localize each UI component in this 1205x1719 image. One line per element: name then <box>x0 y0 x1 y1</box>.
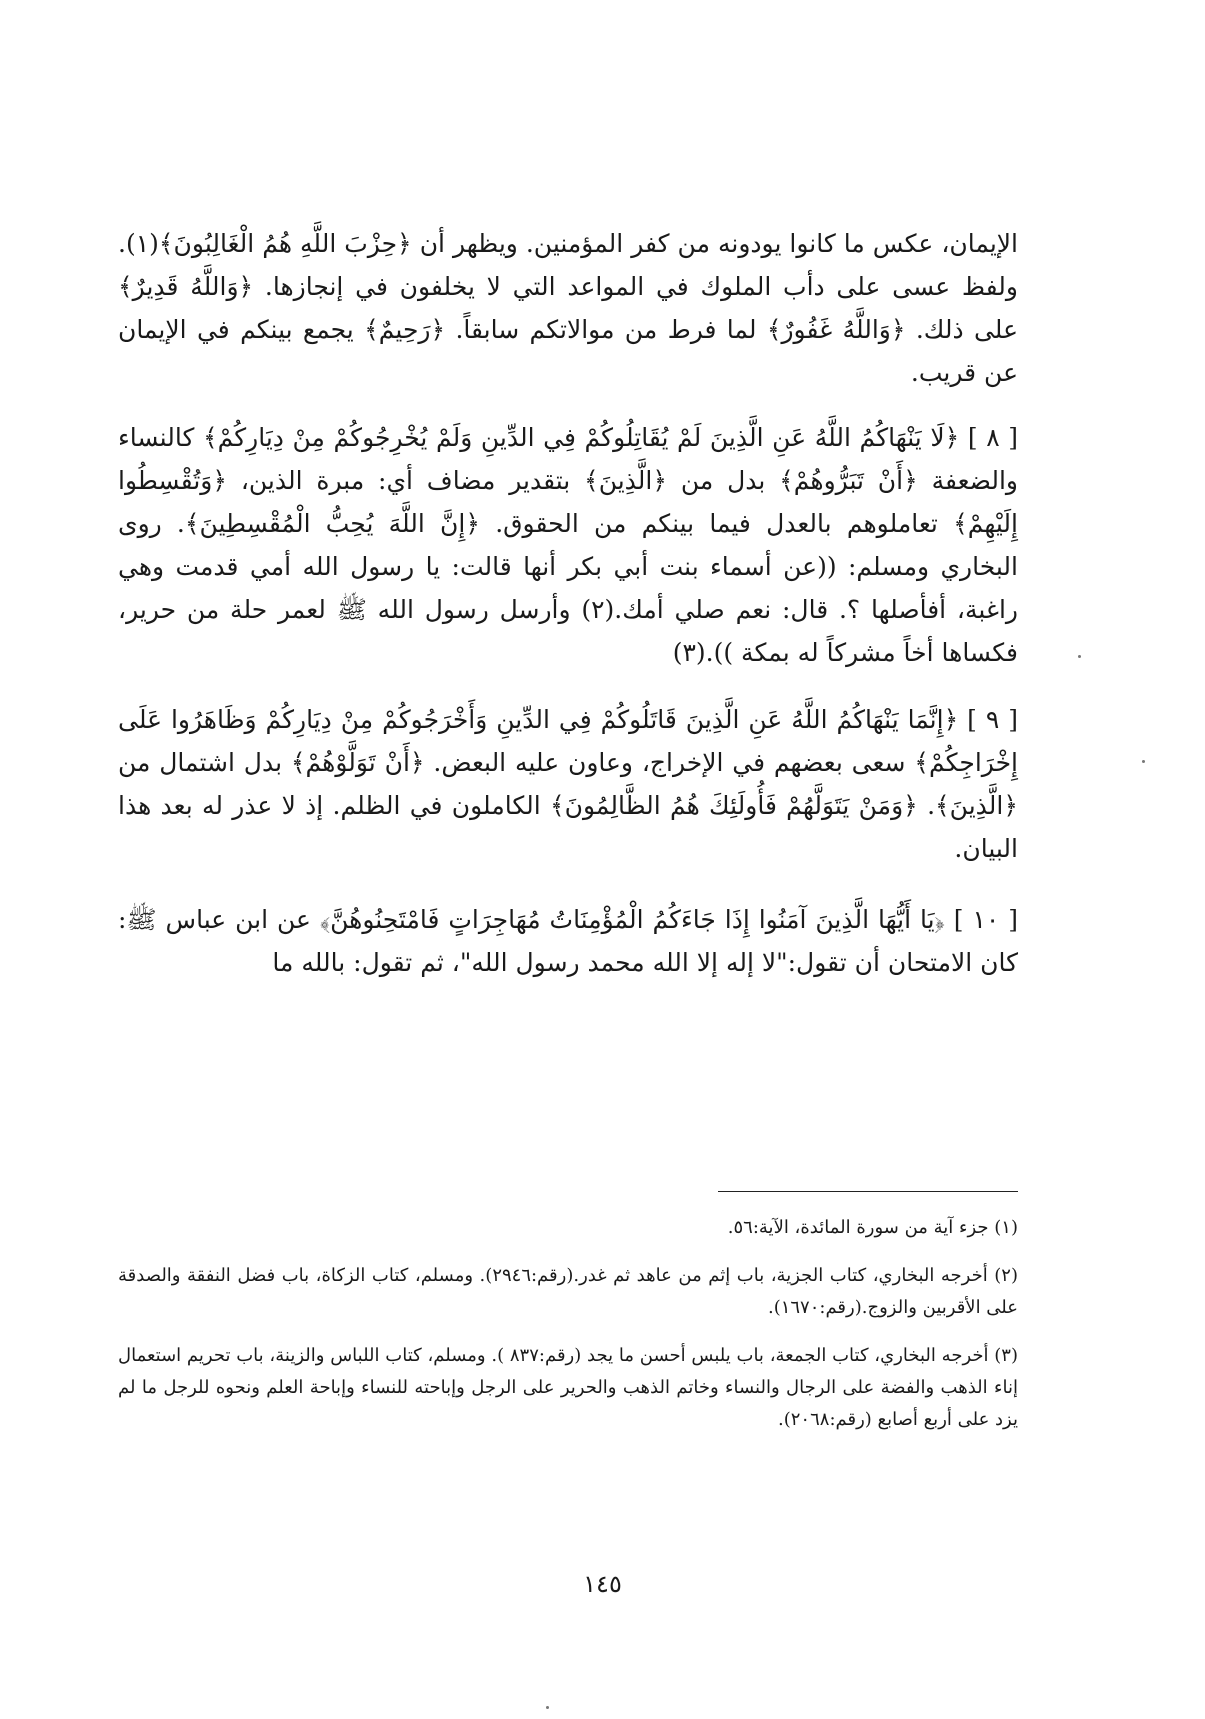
page-number: ١٤٥ <box>583 1570 622 1598</box>
footnotes <box>118 1212 1018 1452</box>
footnote-3: (٣) أخرجه البخاري، كتاب الجمعة، باب يلبس أحسن ما يجد (رقم:٨٣٧ ). ومسلم، كتاب اللباس والزينة، باب تحريم استعمال إناء الذهب والفضة على الرجال والنساء وخاتم الذهب والحرير على الرجل وإباحته للنساء وإباحة العلم ونحوه للرجل ما لم يزد على أربع أصابع (رقم:٢٠٦٨). <box>118 1345 1018 1430</box>
scan-speck <box>546 1706 549 1709</box>
footnote-2: (٢) أخرجه البخاري، كتاب الجزية، باب إثم من عاهد ثم غدر.(رقم:٢٩٤٦). ومسلم، كتاب الزكاة، باب فضل النفقة والصدقة على الأقربين والزوج.(رقم:١٦٧٠). <box>118 1265 1018 1318</box>
scan-speck <box>1142 760 1145 763</box>
paragraph-continuation: الإيمان، عكس ما كانوا يودونه من كفر المؤمنين. ويظهر أن ﴿حِزْبَ اللَّهِ هُمُ الْغَالِبُونَ﴾(١). ولفظ عسى على دأب الملوك في المواعد التي لا يخلفون في إنجازها. ﴿وَاللَّهُ قَدِيرٌ﴾ على ذلك. ﴿وَاللَّهُ غَفُورٌ﴾ لما فرط من موالاتكم سابقاً. ﴿رَحِيمٌ﴾ يجمع بينكم في الإيمان عن قريب. <box>118 229 1018 387</box>
paragraph-verse-9: [ ٩ ] ﴿إِنَّمَا يَنْهَاكُمُ اللَّهُ عَنِ الَّذِينَ قَاتَلُوكُمْ فِي الدِّينِ وَأَخْرَجُوكُمْ مِنْ دِيَارِكُمْ وَظَاهَرُوا عَلَى إِخْرَاجِكُمْ﴾ سعى بعضهم في الإخراج، وعاون عليه البعض. ﴿أَنْ تَوَلَّوْهُمْ﴾ بدل اشتمال من ﴿الَّذِينَ﴾. ﴿وَمَنْ يَتَوَلَّهُمْ فَأُولَئِكَ هُمُ الظَّالِمُونَ﴾ الكاملون في الظلم. إذ لا عذر له بعد هذا البيان. <box>118 705 1018 863</box>
footnote-1: (١) جزء آية من سورة المائدة، الآية:٥٦. <box>727 1217 1018 1238</box>
footnote-divider <box>718 1191 1018 1192</box>
scan-speck <box>1078 655 1081 658</box>
paragraph-verse-10: [ ١٠ ] ﴿يَا أَيُّهَا الَّذِينَ آمَنُوا إِذَا جَاءَكُمُ الْمُؤْمِنَاتُ مُهَاجِرَاتٍ فَامْتَحِنُوهُنَّ﴾ عن ابن عباس ﷺ: كان الامتحان أن تقول:"لا إله إلا الله محمد رسول الله"، ثم تقول: بالله ما <box>118 905 1018 977</box>
paragraph-verse-8: [ ٨ ] ﴿لَا يَنْهَاكُمُ اللَّهُ عَنِ الَّذِينَ لَمْ يُقَاتِلُوكُمْ فِي الدِّينِ وَلَمْ يُخْرِجُوكُمْ مِنْ دِيَارِكُمْ﴾ كالنساء والضعفة ﴿أَنْ تَبَرُّوهُمْ﴾ بدل من ﴿الَّذِينَ﴾ بتقدير مضاف أي: مبرة الذين، ﴿وَتُقْسِطُوا إِلَيْهِمْ﴾ تعاملوهم بالعدل فيما بينكم من الحقوق. ﴿إِنَّ اللَّهَ يُحِبُّ الْمُقْسِطِينَ﴾. روى البخاري ومسلم: ((عن أسماء بنت أبي بكر أنها قالت: يا رسول الله أمي قدمت وهي راغبة، أفأصلها ؟. قال: نعم صلي أمك.(٢) وأرسل رسول الله ﷺ لعمر حلة من حرير، فكساها أخاً مشركاً له بمكة )).(٣) <box>118 423 1018 667</box>
main-text <box>118 222 1018 984</box>
